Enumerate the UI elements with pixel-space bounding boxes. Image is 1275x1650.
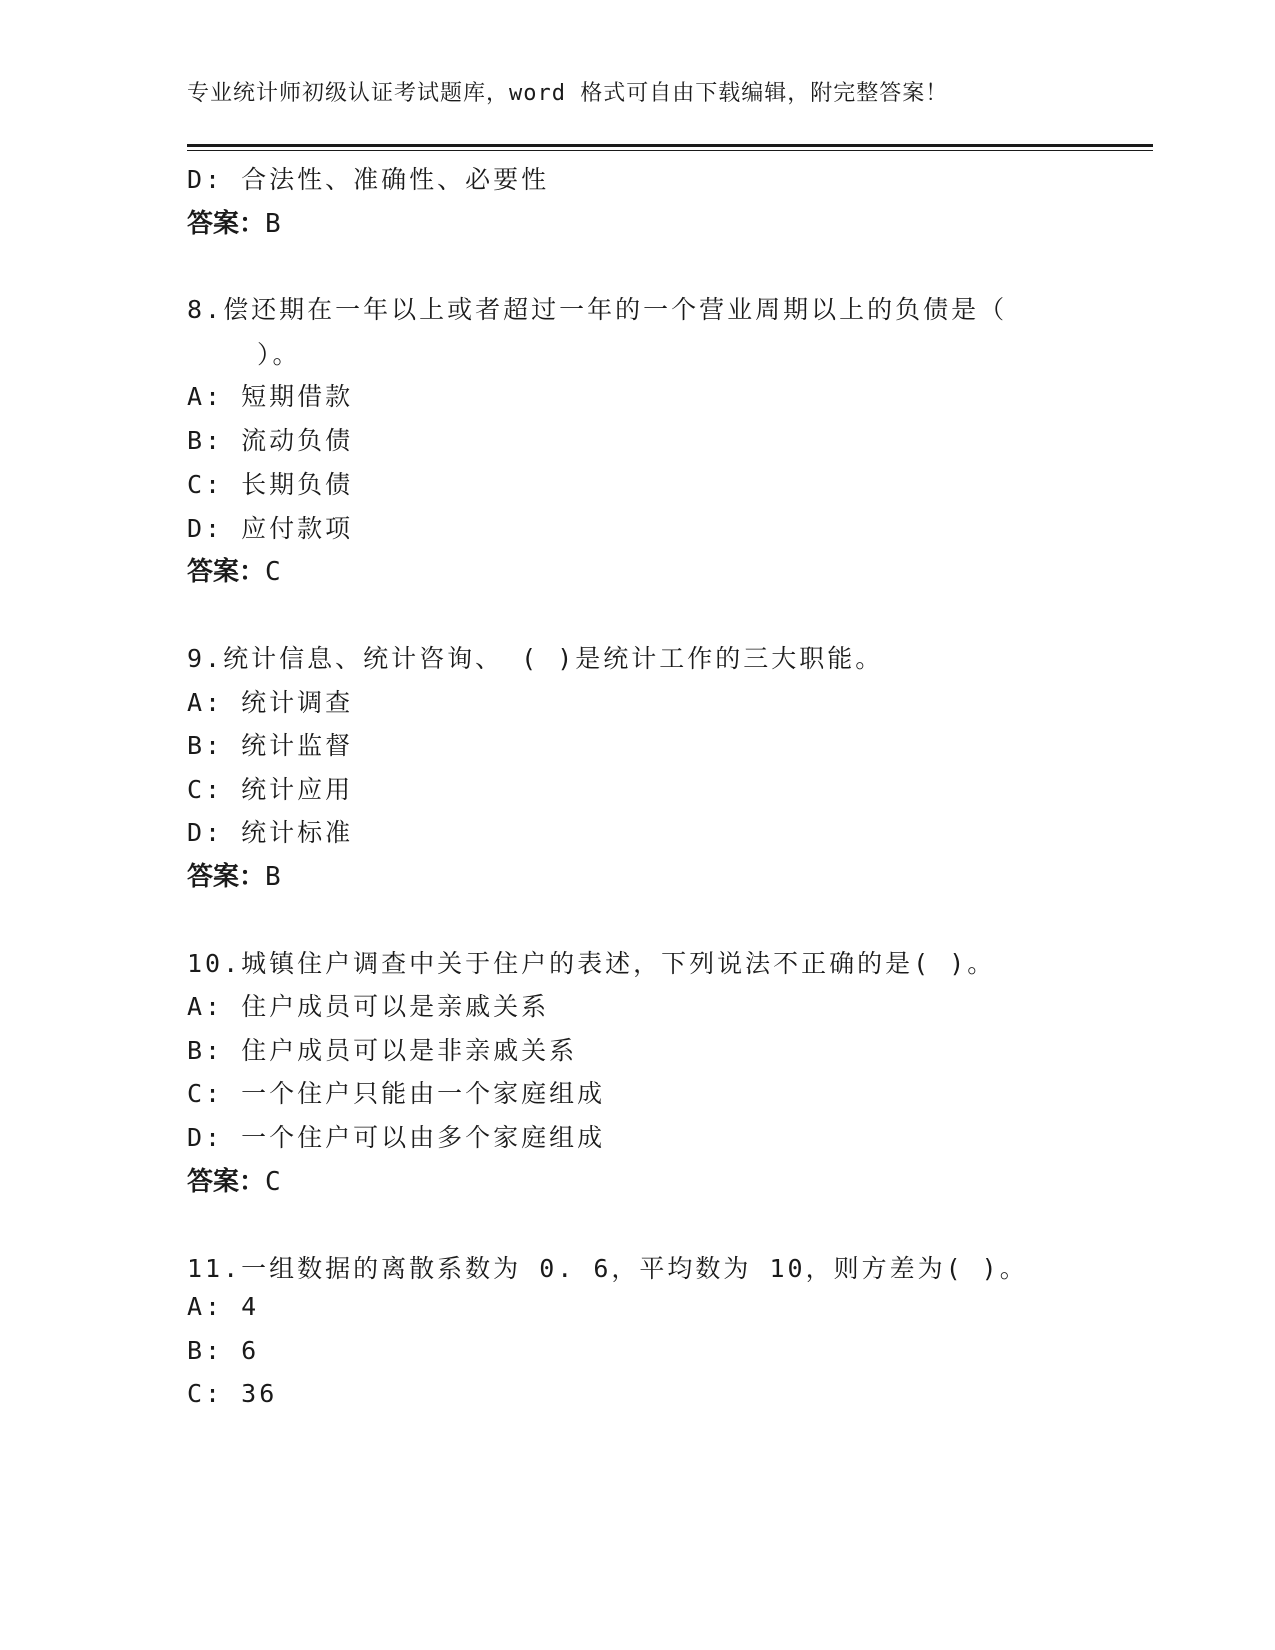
question-9-option-b: B: 统计监督 [187, 731, 354, 760]
question-11-option-b: B: 6 [187, 1336, 260, 1365]
question-8-stem-cont: ）。 [257, 340, 301, 369]
answer-value: C [265, 557, 281, 587]
question-11-stem: 11.一组数据的离散系数为 0. 6，平均数为 10，则方差为( )。 [187, 1254, 1028, 1283]
answer-value: B [265, 862, 281, 892]
question-8-option-b: B: 流动负债 [187, 426, 354, 455]
question-10-option-a: A: 住户成员可以是亲戚关系 [187, 992, 550, 1021]
question-8-option-a: A: 短期借款 [187, 382, 354, 411]
prev-answer [187, 203, 281, 240]
question-10-stem: 10.城镇住户调查中关于住户的表述，下列说法不正确的是( )。 [187, 949, 996, 978]
question-10-option-b: B: 住户成员可以是非亲戚关系 [187, 1036, 578, 1065]
question-8-stem: 8.偿还期在一年以上或者超过一年的一个营业周期以上的负债是（ [187, 295, 1008, 324]
question-8-answer [187, 551, 281, 588]
header-divider-thick [187, 144, 1153, 147]
question-9-option-d: D: 统计标准 [187, 818, 354, 847]
answer-label: 答案： [187, 862, 266, 892]
question-11-option-c: C: 36 [187, 1379, 278, 1408]
answer-label: 答案： [187, 557, 266, 587]
header-divider-thin [187, 150, 1153, 151]
question-9-answer [187, 856, 281, 893]
question-9-stem: 9.统计信息、统计咨询、 ( )是统计工作的三大职能。 [187, 644, 884, 673]
answer-value: C [265, 1167, 281, 1197]
answer-value: B [265, 209, 281, 239]
prev-option-d: D: 合法性、准确性、必要性 [187, 165, 550, 194]
page-header: 专业统计师初级认证考试题库，word 格式可自由下载编辑，附完整答案！ [187, 81, 949, 106]
question-8-option-d: D: 应付款项 [187, 514, 354, 543]
question-9-option-c: C: 统计应用 [187, 775, 354, 804]
question-9-option-a: A: 统计调查 [187, 688, 354, 717]
question-10-option-c: C: 一个住户只能由一个家庭组成 [187, 1079, 606, 1108]
question-10-answer [187, 1161, 281, 1198]
question-10-option-d: D: 一个住户可以由多个家庭组成 [187, 1123, 606, 1152]
answer-label: 答案： [187, 209, 266, 239]
question-8-option-c: C: 长期负债 [187, 470, 354, 499]
answer-label: 答案： [187, 1167, 266, 1197]
question-11-option-a: A: 4 [187, 1292, 260, 1321]
